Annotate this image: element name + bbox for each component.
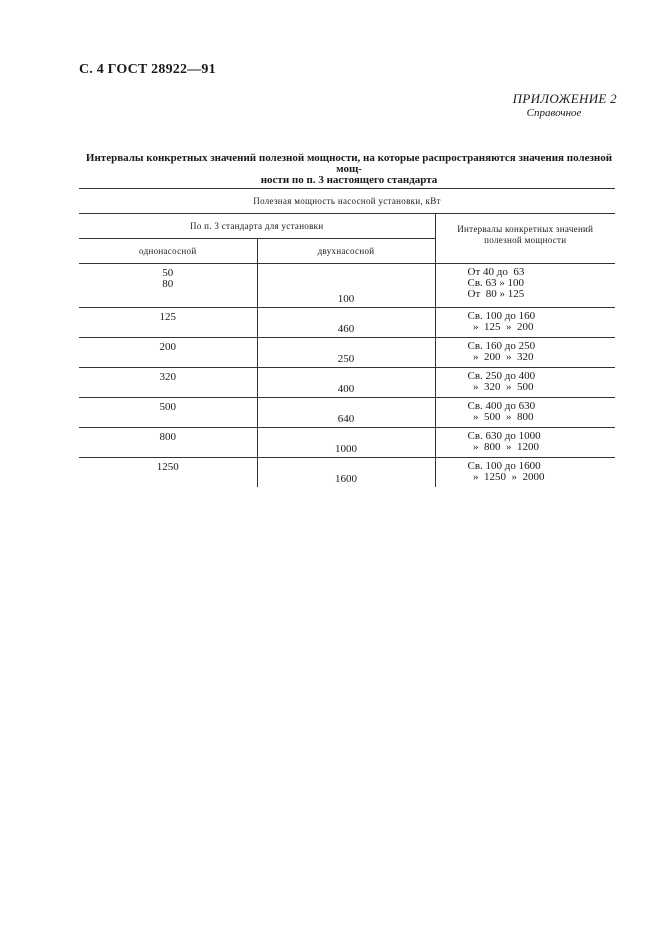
single-pump-value: 320 — [79, 368, 257, 398]
interval-line: » 500 » 800 — [467, 411, 534, 423]
single-pump-value: 200 — [79, 338, 257, 368]
double-pump-number: 1600 — [335, 473, 357, 485]
interval-range — [435, 458, 615, 488]
table-row — [79, 338, 615, 368]
interval-line: Св. 100 до 1600 — [467, 460, 541, 472]
header-pump-power: Полезная мощность насосной установки, кВт — [79, 189, 615, 214]
double-pump-value — [257, 428, 435, 458]
interval-line: » 800 » 1200 — [467, 441, 539, 453]
header-interval — [435, 214, 615, 264]
table-title-line-1: Интервалы конкретных значений полезной мощности, на которые распространяются значения полезной мощ- — [85, 152, 613, 175]
table-title-line-2: ности по п. 3 настоящего стандарта — [260, 174, 438, 186]
single-pump-value: 800 — [79, 428, 257, 458]
interval-line: Св. 400 до 630 — [467, 400, 536, 412]
page-header: С. 4 ГОСТ 28922—91 — [79, 62, 216, 77]
double-pump-value — [257, 398, 435, 428]
double-pump-number: 400 — [337, 383, 355, 395]
double-pump-number: 640 — [337, 413, 355, 425]
interval-range — [435, 264, 615, 308]
interval-line: Св. 63 » 100 — [467, 277, 525, 289]
single-pump-value — [79, 264, 257, 308]
single-pump-value: 125 — [79, 308, 257, 338]
single-pump-value-2: 80 — [162, 278, 174, 290]
header-per-standard: По п. 3 стандарта для установки — [79, 214, 435, 239]
interval-line: » 320 » 500 — [467, 381, 534, 393]
table-row — [79, 264, 615, 308]
interval-line: От 80 » 125 — [467, 288, 525, 300]
table-row — [79, 458, 615, 488]
table-title — [79, 153, 619, 186]
appendix-label — [513, 92, 617, 120]
double-pump-value — [257, 308, 435, 338]
interval-range — [435, 428, 615, 458]
interval-line: » 125 » 200 — [467, 321, 534, 333]
interval-line: Св. 160 до 250 — [467, 340, 536, 352]
power-interval-table — [79, 188, 615, 487]
header-interval-line-1: Интервалы конкретных значений — [457, 224, 594, 234]
table-row — [79, 368, 615, 398]
header-interval-line-2: полезной мощности — [484, 235, 567, 245]
interval-line: » 200 » 320 — [467, 351, 534, 363]
double-pump-number: 250 — [337, 353, 355, 365]
appendix-subtitle: Справочное — [526, 107, 582, 119]
single-pump-value: 1250 — [156, 461, 179, 473]
interval-range — [435, 338, 615, 368]
header-single-pump: однонасосной — [79, 239, 257, 264]
header-double-pump: двухнасосной — [257, 239, 435, 264]
table-row — [79, 308, 615, 338]
double-pump-number: 460 — [337, 323, 355, 335]
interval-range — [435, 308, 615, 338]
table-row — [79, 398, 615, 428]
double-pump-value — [257, 264, 435, 308]
interval-line: » 1250 » 2000 — [467, 471, 545, 483]
interval-line: Св. 100 до 160 — [467, 310, 536, 322]
interval-line: От 40 до 63 — [467, 266, 525, 278]
double-pump-value — [257, 368, 435, 398]
double-pump-value — [257, 458, 435, 488]
appendix-title: ПРИЛОЖЕНИЕ 2 — [512, 91, 617, 106]
table-row — [79, 428, 615, 458]
double-pump-number: 1000 — [335, 443, 357, 455]
interval-line: Св. 250 до 400 — [467, 370, 536, 382]
double-pump-number: 100 — [337, 293, 355, 305]
interval-line: Св. 630 до 1000 — [467, 430, 541, 442]
single-pump-value-1: 50 — [162, 267, 174, 279]
interval-range — [435, 368, 615, 398]
single-pump-value: 500 — [79, 398, 257, 428]
double-pump-value — [257, 338, 435, 368]
interval-range — [435, 398, 615, 428]
